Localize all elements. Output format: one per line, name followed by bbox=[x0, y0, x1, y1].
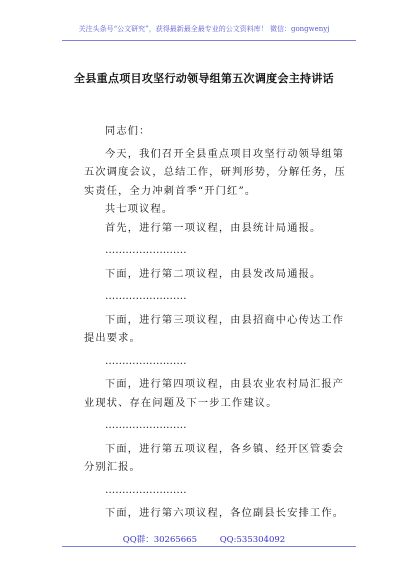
paragraph-item-6: 下面，进行第六项议程，各位副县长安排工作。 bbox=[105, 508, 345, 519]
salutation: 同志们： bbox=[105, 126, 151, 137]
ellipsis-separator: …………………… bbox=[105, 420, 187, 431]
ellipsis-separator: …………………… bbox=[105, 245, 187, 256]
ellipsis-separator: …………………… bbox=[105, 355, 187, 367]
footer-qq-group: QQ群：30265665 bbox=[122, 535, 197, 545]
header-notice: 关注头条号“公文研究”，获得最新最全最专业的公文资料库！ 微信：gongwenyj bbox=[78, 25, 330, 33]
paragraph-opening: 今天，我们召开全县重点项目攻坚行动领导组第五次调度会议，总结工作，研判形势，分解任务，压实责任，全力冲刺首季“开门红”。 bbox=[84, 148, 346, 197]
ellipsis-separator: …………………… bbox=[105, 484, 187, 496]
paragraph-agenda-count: 共七项议程。 bbox=[105, 204, 174, 215]
document-body bbox=[84, 123, 348, 524]
paragraph-item-3: 下面，进行第三项议程，由县招商中心传达工作提出要求。 bbox=[84, 314, 345, 344]
footer-contacts bbox=[0, 533, 408, 545]
footer-qq: QQ:535304092 bbox=[219, 535, 286, 545]
document-title: 全县重点项目攻坚行动领导组第五次调度会主持讲话 bbox=[74, 72, 334, 85]
paragraph-item-2: 下面，进行第二项议程，由县发改局通报。 bbox=[105, 268, 322, 280]
footer-divider bbox=[62, 546, 356, 547]
ellipsis-separator: …………………… bbox=[105, 291, 187, 302]
header-divider bbox=[62, 40, 356, 41]
paragraph-item-5: 下面，进行第五项议程，各乡镇、经开区管委会分别汇报。 bbox=[84, 443, 345, 473]
paragraph-item-4: 下面，进行第四项议程，由县农业农村局汇报产业现状、存在问题及下一步工作建议。 bbox=[84, 379, 345, 409]
paragraph-item-1: 首先，进行第一项议程，由县统计局通报。 bbox=[105, 222, 322, 234]
